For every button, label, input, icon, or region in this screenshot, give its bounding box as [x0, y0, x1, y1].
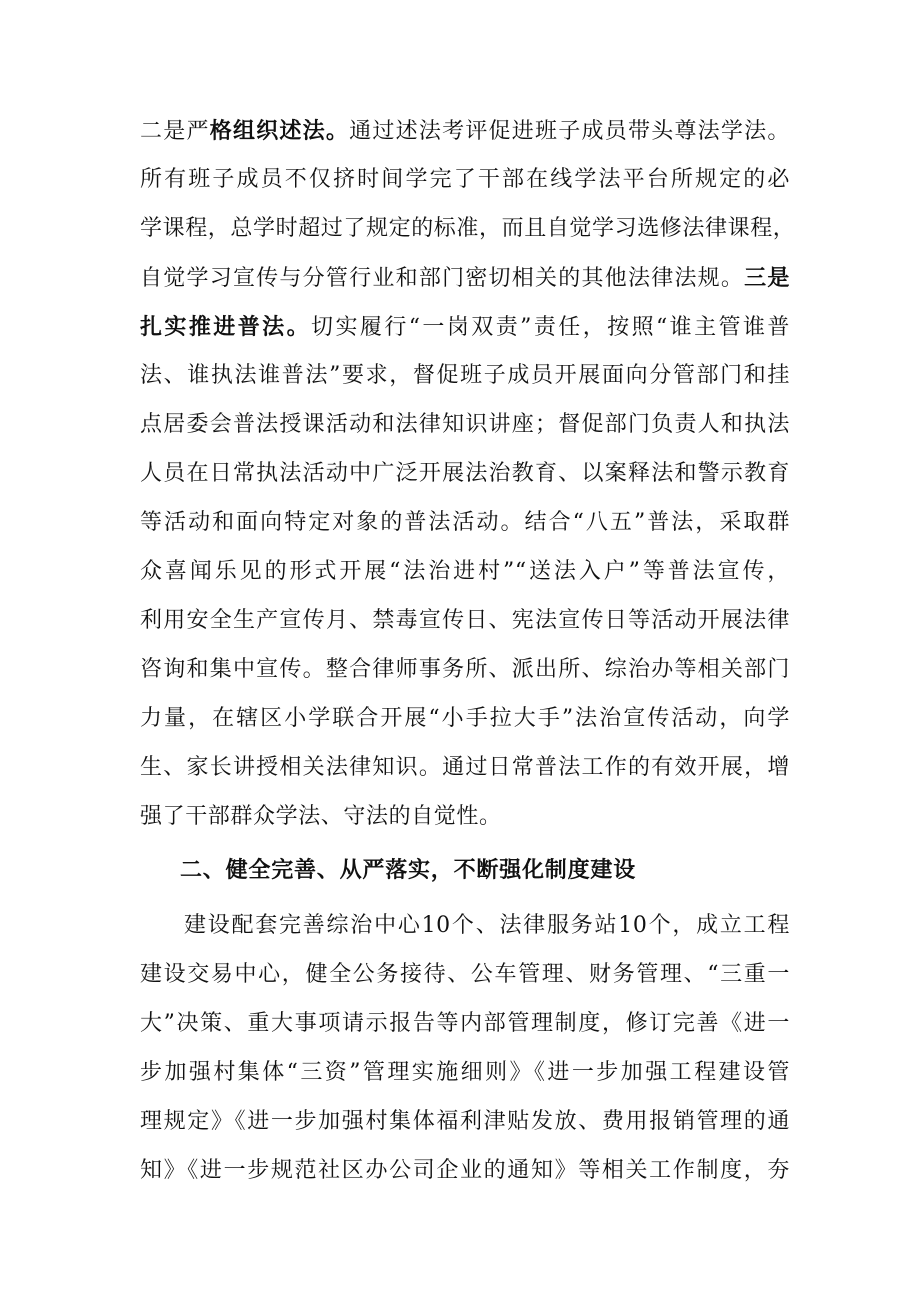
paragraph1-line8: 人员在日常执法活动中广泛开展法治教育、以案释法和警示教育	[140, 461, 790, 486]
paragraph1-line1	[140, 116, 790, 147]
bold-phrase: 三是	[744, 265, 790, 291]
bold-phrase: 扎实推进普法。	[140, 314, 312, 340]
paragraph2-line4: 步加强村集体“三资”管理实施细则》《进一步加强工程建设管	[140, 1060, 790, 1085]
paragraph2-line6: 知》《进一步规范社区办公司企业的通知》等相关工作制度，夯	[140, 1158, 790, 1183]
paragraph1-line14: 生、家长讲授相关法律知识。通过日常普法工作的有效开展，增	[140, 755, 790, 780]
paragraph1-line4	[140, 263, 790, 294]
paragraph1-line7: 点居委会普法授课活动和法律知识讲座；督促部门负责人和执法	[140, 412, 790, 437]
line-text: 切实履行“一岗双责”责任，按照“谁主管谁普	[311, 315, 791, 340]
paragraph1-line12: 咨询和集中宣传。整合律师事务所、派出所、综治办等相关部门	[140, 657, 790, 682]
line-text: 通过述法考评促进班子成员带头尊法学法。	[349, 119, 790, 144]
paragraph1-line3: 学课程，总学时超过了规定的标准，而且自觉学习选修法律课程，	[140, 216, 796, 241]
bold-phrase: 格组织述法。	[209, 118, 350, 144]
section-heading: 二、健全完善、从严落实，不断强化制度建设	[180, 858, 637, 883]
paragraph1-line6: 法、谁执法谁普法”要求，督促班子成员开展面向分管部门和挂	[140, 363, 790, 388]
line-text: 自觉学习宣传与分管行业和部门密切相关的其他法律法规。	[140, 266, 745, 291]
paragraph1-line11: 利用安全生产宣传月、禁毒宣传日、宪法宣传日等活动开展法律	[140, 608, 790, 633]
paragraph1-line15: 强了干部群众学法、守法的自觉性。	[140, 804, 502, 829]
paragraph1-line9: 等活动和面向特定对象的普法活动。结合“八五”普法，采取群	[140, 510, 790, 535]
paragraph1-line5	[140, 312, 790, 343]
paragraph1-line2: 所有班子成员不仅挤时间学完了干部在线学法平台所规定的必	[140, 167, 790, 192]
paragraph2-line5: 理规定》《进一步加强村集体福利津贴发放、费用报销管理的通	[140, 1109, 790, 1134]
paragraph2-line3: 大”决策、重大事项请示报告等内部管理制度，修订完善《进一	[140, 1011, 790, 1036]
paragraph1-line10: 众喜闻乐见的形式开展“法治进村”“送法入户”等普法宣传，	[140, 559, 790, 584]
paragraph2-line1: 建设配套完善综治中心10个、法律服务站10个，成立工程	[184, 913, 790, 938]
paragraph2-line2: 建设交易中心，健全公务接待、公车管理、财务管理、“三重一	[140, 962, 790, 987]
line-text: 二是严	[140, 119, 210, 144]
paragraph1-line13: 力量，在辖区小学联合开展“小手拉大手”法治宣传活动，向学	[140, 706, 790, 731]
